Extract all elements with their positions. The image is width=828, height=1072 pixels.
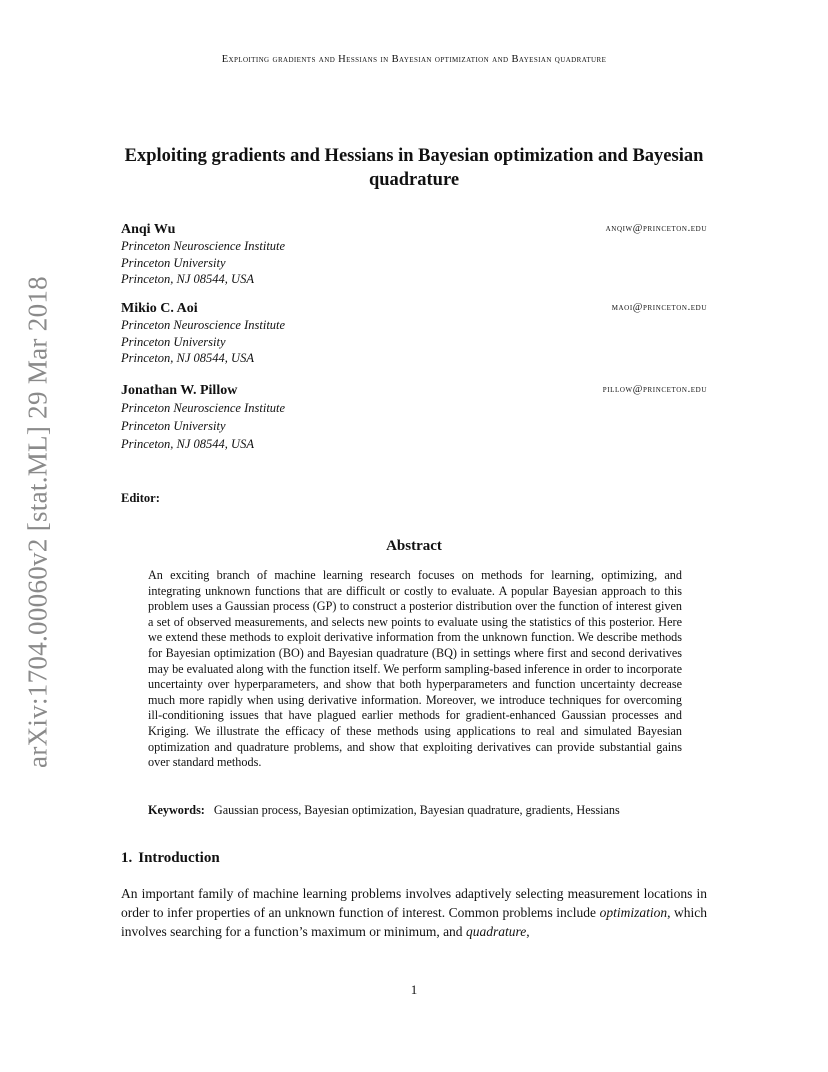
section-heading <box>121 850 220 867</box>
abstract-heading: Abstract <box>386 538 442 554</box>
author-block <box>121 382 707 453</box>
paper-title: Exploiting gradients and Hessians in Bayesian optimization and Bayesian quadrature <box>124 146 704 190</box>
intro-emphasis: optimization <box>599 905 668 920</box>
intro-text: , <box>526 924 530 939</box>
keywords-line <box>148 803 708 818</box>
abstract-text: An exciting branch of machine learning research focuses on methods for learning, optimizing, and integrating unknown functions that are difficult or costly to evaluate. A popular Bayesian approach to this problem uses a Gaussian process (GP) to construct a posterior distribution over the function of interest given a set of observed measurements, and selects new points to evaluate using the statistics of this posterior. Here we extend these methods to exploit derivative information from the unknown function. We describe methods for Bayesian optimization (BO) and Bayesian quadrature (BQ) in settings where first and second derivatives may be evaluated along with the function itself. We perform sampling-based inference in order to incorporate uncertainty over hyperparameters, and show that both hyperparameters and function uncertainty decrease much more rapidly when using derivative information. Moreover, we introduce techniques for overcoming ill-conditioning issues that have plagued earlier methods for gradient-enhanced Gaussian processes and Kriging. We illustrate the efficacy of these methods using applications to real and simulated Bayesian optimization and quadrature problems, and show that exploiting derivatives can provide substantial gains over standard methods. <box>148 568 682 770</box>
author-affiliation: Princeton Neuroscience Institute <box>121 318 286 332</box>
section-title: Introduction <box>138 850 220 866</box>
keywords-label: Keywords: <box>148 803 205 817</box>
author-affiliation: Princeton University <box>121 334 226 349</box>
arxiv-stamp-text: arXiv:1704.00060v2 [stat.ML] 29 Mar 2018 <box>22 276 53 768</box>
author-name: Anqi Wu <box>121 222 176 237</box>
author-block <box>121 221 707 288</box>
author-affiliation: Princeton, NJ 08544, USA <box>121 351 254 365</box>
author-email[interactable]: maoi@princeton.edu <box>611 302 707 313</box>
author-affiliation: Princeton Neuroscience Institute <box>121 401 286 415</box>
author-affiliation: Princeton University <box>121 255 226 270</box>
author-block <box>121 300 707 367</box>
intro-emphasis: quadrature <box>465 924 527 939</box>
author-email[interactable]: anqiw@princeton.edu <box>605 223 707 234</box>
section-number: 1. <box>121 850 133 866</box>
intro-paragraph <box>121 884 707 941</box>
author-affiliation: Princeton, NJ 08544, USA <box>121 437 254 451</box>
keywords-list: Gaussian process, Bayesian optimization, Bayesian quadrature, gradients, Hessians <box>213 803 620 817</box>
author-email[interactable]: pillow@princeton.edu <box>602 384 707 395</box>
intro-text: , which involves searching for a function’s maximum or minimum, and <box>121 905 708 939</box>
page-number: 1 <box>410 982 418 997</box>
author-name: Jonathan W. Pillow <box>121 383 238 398</box>
author-affiliation: Princeton Neuroscience Institute <box>121 239 286 253</box>
author-affiliation: Princeton University <box>121 419 226 433</box>
author-affiliation: Princeton, NJ 08544, USA <box>121 272 254 286</box>
editor-label: Editor: <box>121 491 160 505</box>
author-name: Mikio C. Aoi <box>121 301 198 316</box>
running-header: Exploiting gradients and Hessians in Bayesian optimization and Bayesian quadrature <box>221 54 607 65</box>
intro-text: An important family of machine learning problems involves adaptively selecting measurement locations in order to infer properties of an unknown function of interest. Common problems include <box>121 886 707 920</box>
